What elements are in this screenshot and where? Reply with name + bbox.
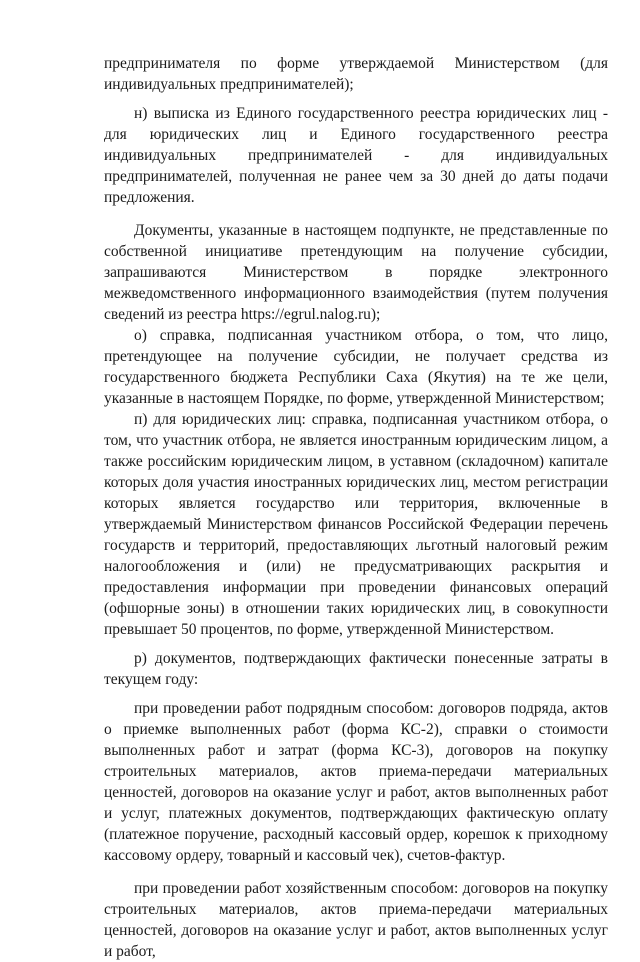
paragraph-documents-note: Документы, указанные в настоящем подпункте, не представленные по собственной инициативе претендующим на получение субсидии, запрашиваются Министерством в порядке электронного межведомственного информационного взаимодействия (путем получения сведений из реестра https://egrul.nalog.ru); [104, 222, 608, 323]
paragraph-item-o: о) справка, подписанная участником отбора, о том, что лицо, претендующее на получение субсидии, не получает средства из государственного бюджета Республики Саха (Якутия) на те же цели, указанные в настоящем Порядке, по форме, утвержденной Министерством; [104, 327, 608, 407]
paragraph-economic-method: при проведении работ хозяйственным способом: договоров на покупку строительных материалов, актов приема-передачи материальных ценностей, договоров на оказание услуг и работ, актов выполненных услуг и работ, [104, 880, 608, 960]
paragraph-continuation: предпринимателя по форме утверждаемой Министерством (для индивидуальных предпринимателей); [104, 55, 608, 93]
paragraph-item-n: н) выписка из Единого государственного реестра юридических лиц - для юридических лиц и Единого государственного реестра индивидуальных предпринимателей - для индивидуальных предпринимателей, полученная не ранее чем за 30 дней до даты подачи предложения. [104, 105, 608, 206]
paragraph-item-r: р) документов, подтверждающих фактически понесенные затраты в текущем году: [104, 650, 608, 688]
document-body [104, 53, 608, 962]
paragraph-item-p: п) для юридических лиц: справка, подписанная участником отбора, о том, что участник отбора, не является иностранным юридическим лицом, а также российским юридическим лицом, в уставном (складочном) капитале которых доля участия иностранных юридических лиц, местом регистрации которых является государство или территория, включенные в утверждаемый Министерством финансов Российской Федерации перечень государств и территорий, предоставляющих льготный налоговый режим налогообложения и (или) не предусматривающих раскрытия и предоставления информации при проведении финансовых операций (офшорные зоны) в отношении таких юридических лиц, в совокупности превышает 50 процентов, по форме, утвержденной Министерством. [104, 411, 608, 638]
paragraph-contract-method: при проведении работ подрядным способом: договоров подряда, актов о приемке выполненных работ (форма КС-2), справки о стоимости выполненных работ и затрат (форма КС-3), договоров на покупку строительных материалов, актов приема-передачи материальных ценностей, договоров на оказание услуг и работ, актов выполненных работ и услуг, платежных документов, подтверждающих фактическую оплату (платежное поручение, расходный кассовый ордер, корешок к приходному кассовому ордеру, товарный и кассовый чек), счетов-фактур. [104, 700, 608, 864]
